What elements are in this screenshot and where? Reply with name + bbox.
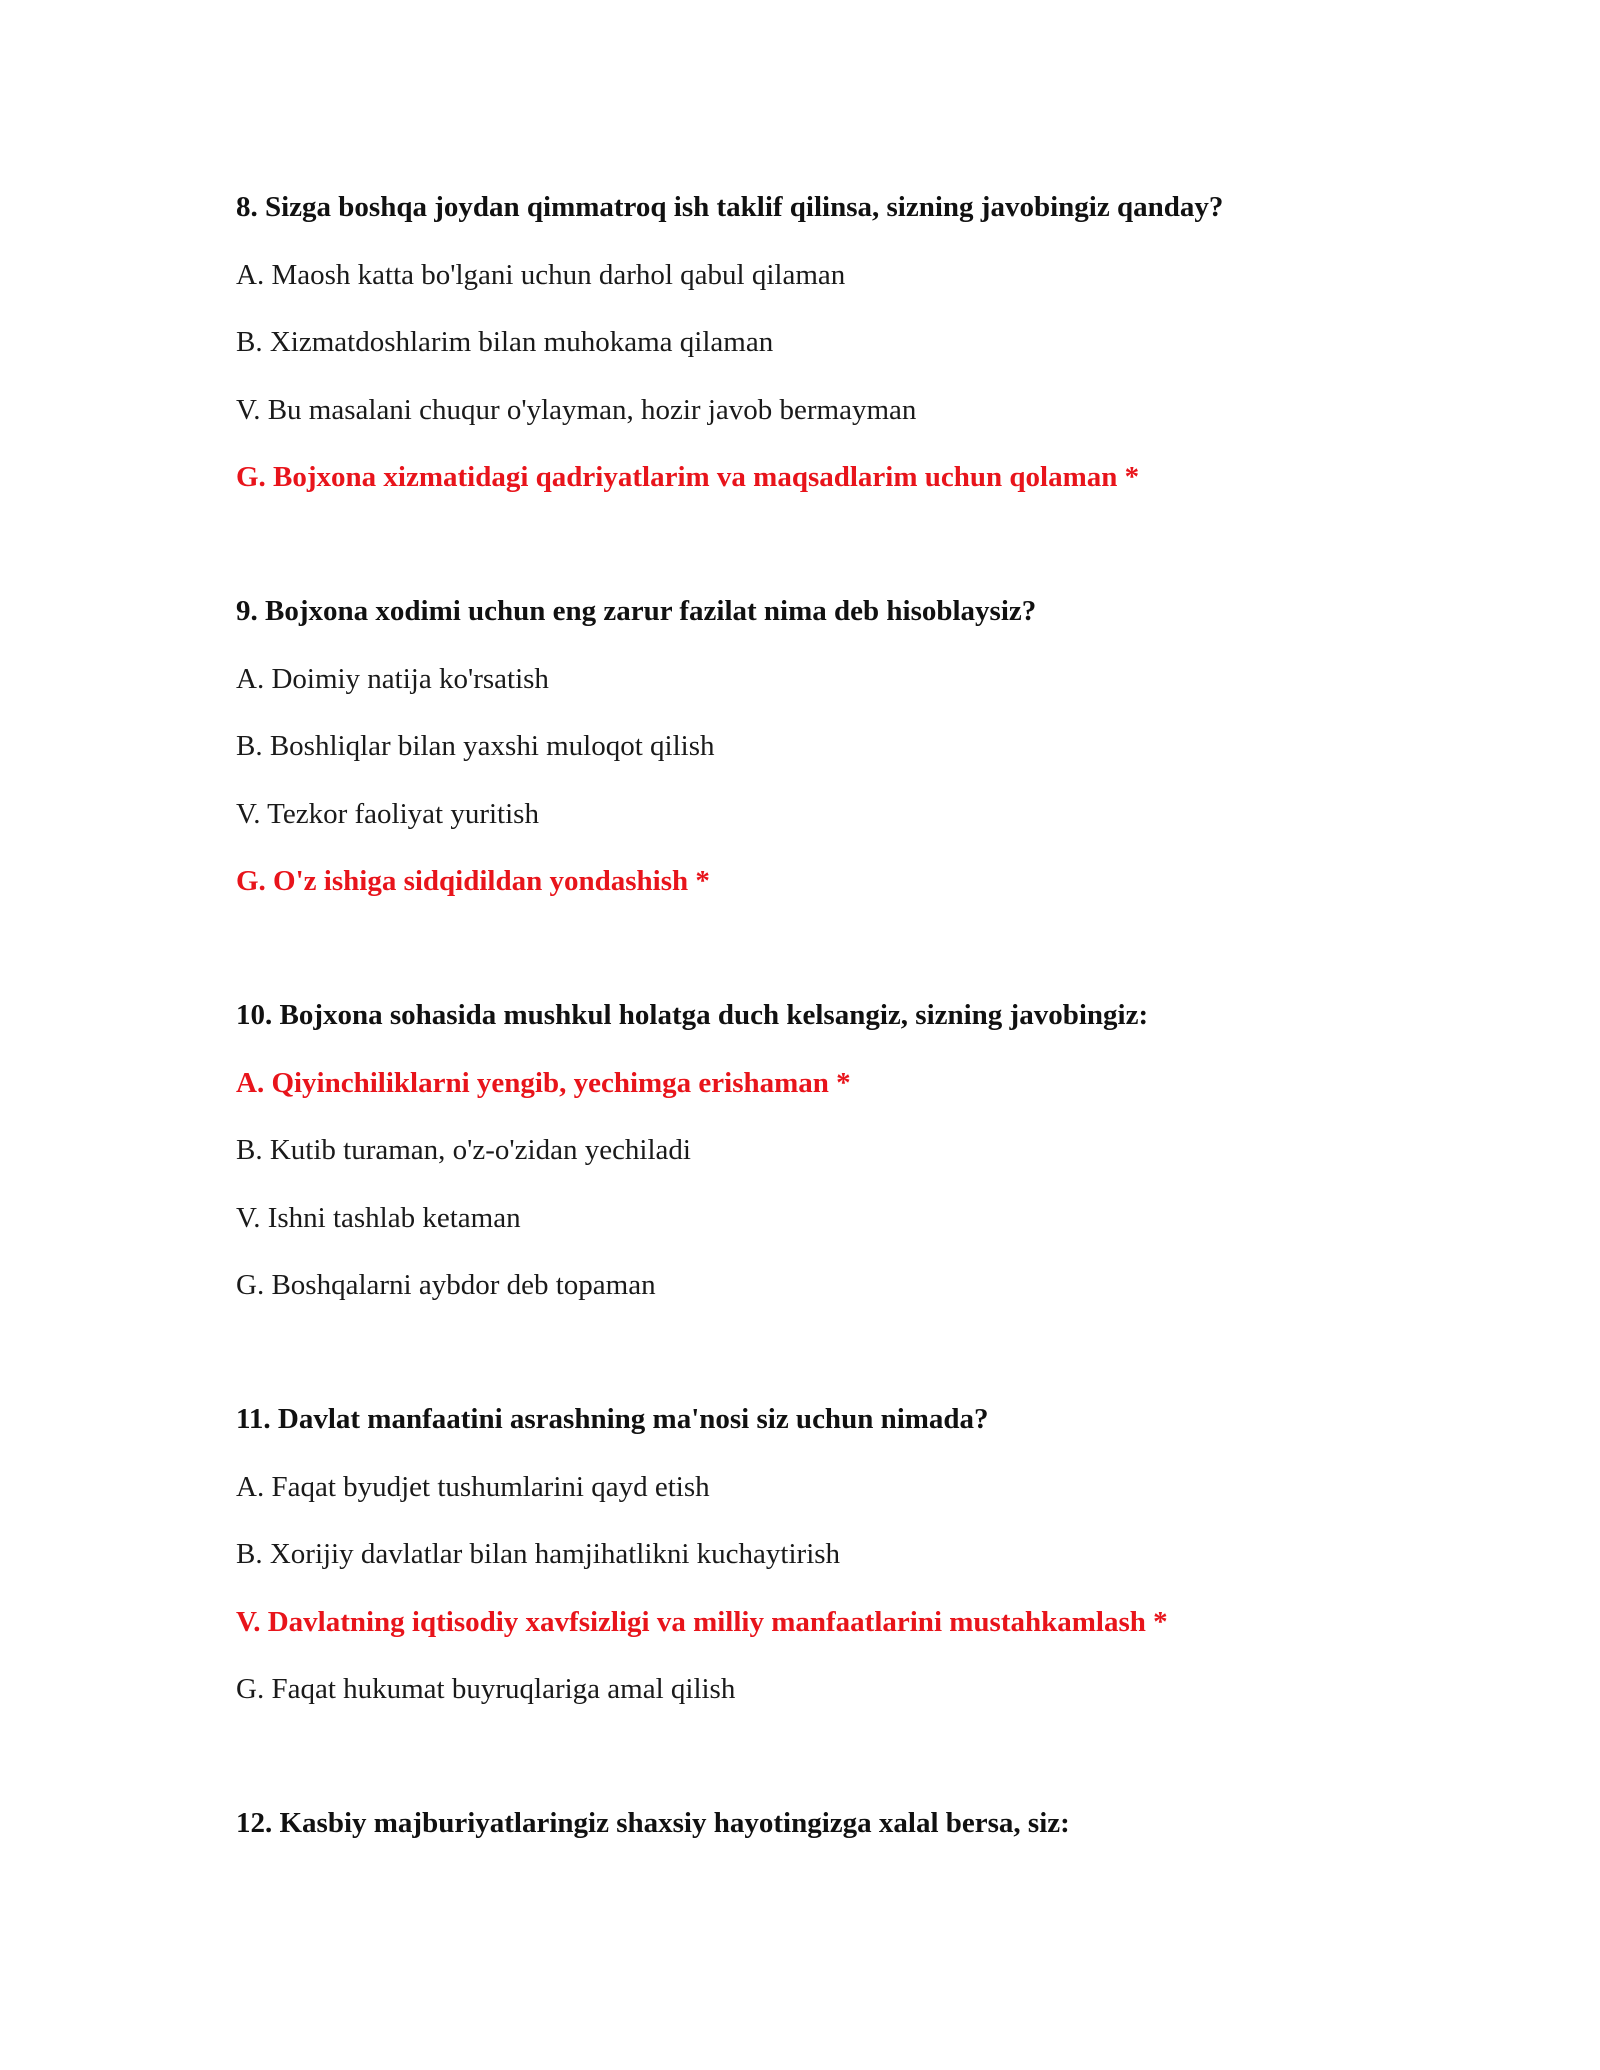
answer-option: B. Xorijiy davlatlar bilan hamjihatlikni kuchaytirish bbox=[236, 1538, 841, 1571]
answer-option: A. Doimiy natija ko'rsatish bbox=[236, 662, 549, 695]
question-text: 10. Bojxona sohasida mushkul holatga duch kelsangiz, sizning javobingiz: bbox=[236, 998, 1149, 1031]
correct-answer-option: A. Qiyinchiliklarni yengib, yechimga erishaman * bbox=[236, 1066, 851, 1099]
answer-option: A. Faqat byudjet tushumlarini qayd etish bbox=[236, 1470, 710, 1503]
answer-option: A. Maosh katta bo'lgani uchun darhol qabul qilaman bbox=[236, 258, 846, 291]
answer-option: V. Tezkor faoliyat yuritish bbox=[236, 797, 539, 830]
answer-option: V. Ishni tashlab ketaman bbox=[236, 1201, 521, 1234]
answer-option: G. Boshqalarni aybdor deb topaman bbox=[236, 1269, 656, 1302]
correct-answer-option: V. Davlatning iqtisodiy xavfsizligi va milliy manfaatlarini mustahkamlash * bbox=[236, 1605, 1168, 1638]
question-text: 11. Davlat manfaatini asrashning ma'nosi siz uchun nimada? bbox=[236, 1402, 989, 1435]
correct-answer-option: G. O'z ishiga sidqidildan yondashish * bbox=[236, 865, 710, 898]
question-block bbox=[236, 1394, 1436, 1732]
question-block bbox=[236, 1798, 1436, 1866]
question-block bbox=[236, 586, 1436, 924]
answer-option: B. Boshliqlar bilan yaxshi muloqot qilish bbox=[236, 730, 715, 763]
question-text: 9. Bojxona xodimi uchun eng zarur fazilat nima deb hisoblaysiz? bbox=[236, 594, 1037, 627]
answer-option: B. Xizmatdoshlarim bilan muhokama qilaman bbox=[236, 326, 774, 359]
question-list bbox=[236, 182, 1436, 1931]
answer-option: B. Kutib turaman, o'z-o'zidan yechiladi bbox=[236, 1134, 691, 1167]
question-text: 12. Kasbiy majburiyatlaringiz shaxsiy hayotingizga xalal bersa, siz: bbox=[236, 1806, 1070, 1839]
answer-option: V. Bu masalani chuqur o'ylayman, hozir javob bermayman bbox=[236, 393, 917, 426]
answer-option: G. Faqat hukumat buyruqlariga amal qilish bbox=[236, 1673, 736, 1706]
question-block bbox=[236, 182, 1436, 520]
question-block bbox=[236, 990, 1436, 1328]
correct-answer-option: G. Bojxona xizmatidagi qadriyatlarim va maqsadlarim uchun qolaman * bbox=[236, 461, 1140, 494]
question-text: 8. Sizga boshqa joydan qimmatroq ish taklif qilinsa, sizning javobingiz qanday? bbox=[236, 191, 1224, 223]
